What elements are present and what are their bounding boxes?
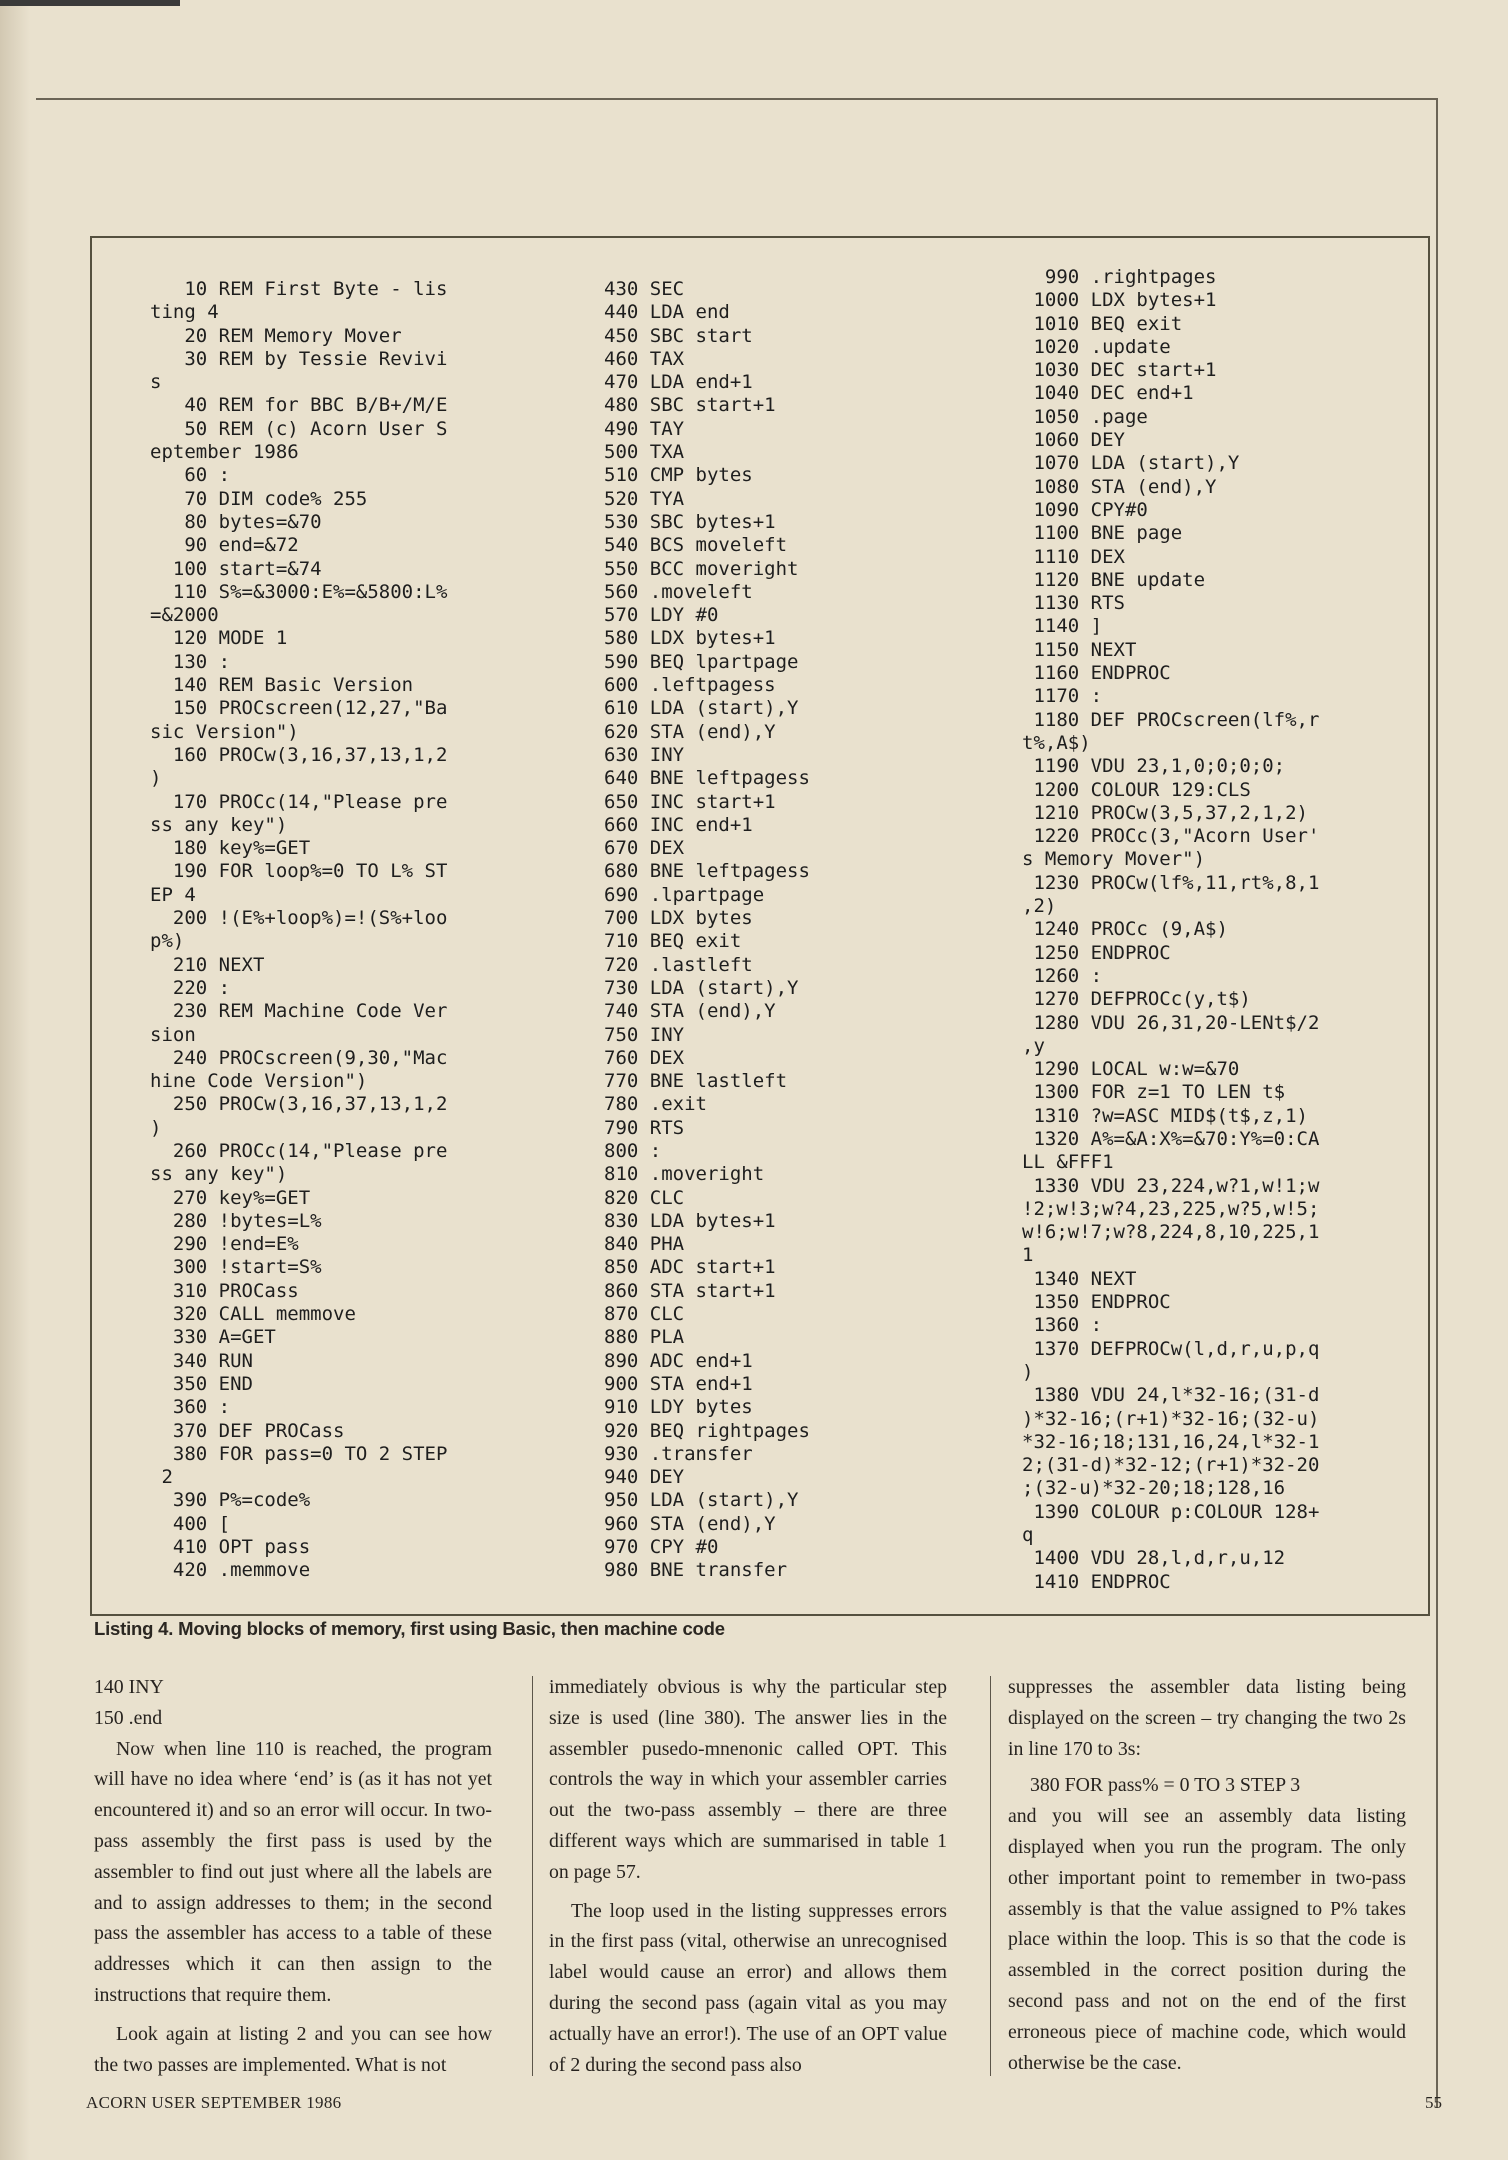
listing-line: 1180 DEF PROCscreen(lf%,r <box>1022 708 1320 731</box>
listing-line: 530 SBC bytes+1 <box>604 510 776 533</box>
listing-line: 140 REM Basic Version <box>150 674 414 697</box>
code-example-line: 380 FOR pass% = 0 TO 3 STEP 3 <box>1030 1774 1301 1797</box>
listing-line: 870 CLC <box>604 1303 685 1326</box>
listing-line: 80 bytes=&70 <box>150 510 322 533</box>
listing-line: sion <box>150 1023 196 1046</box>
listing-line: 40 REM for BBC B/B+/M/E <box>150 394 448 417</box>
listing-line: 110 S%=&3000:E%=&5800:L% <box>150 580 448 603</box>
listing-line: 90 end=&72 <box>150 534 299 557</box>
listing-line: 130 : <box>150 650 231 673</box>
listing-line: 950 LDA (start),Y <box>604 1489 799 1512</box>
page-gutter-shadow <box>0 0 30 2160</box>
listing-line: 1270 DEFPROCc(y,t$) <box>1022 988 1251 1011</box>
listing-line: 810 .moveright <box>604 1163 765 1186</box>
listing-line: EP 4 <box>150 883 196 906</box>
listing-line: 910 LDY bytes <box>604 1396 753 1419</box>
listing-line: 1030 DEC start+1 <box>1022 359 1217 382</box>
listing-line: 1110 DEX <box>1022 545 1125 568</box>
listing-line: 980 BNE transfer <box>604 1559 788 1582</box>
article-paragraph: and you will see an assembly data listing displayed when you run the program. The only other important point to remember in two-pass assembly is that the value assigned to P% takes place within the loop. This is so that the code is assembled in the correct position during the second pass and not on the end of the first erroneous piece of machine code, which would otherwise be the case. <box>1008 1805 1406 2074</box>
listing-line: 520 TYA <box>604 487 685 510</box>
column-divider <box>990 1676 991 2076</box>
listing-line: 380 FOR pass=0 TO 2 STEP <box>150 1442 448 1465</box>
listing-line: 990 .rightpages <box>1022 266 1217 288</box>
listing-line: 930 .transfer <box>604 1442 753 1465</box>
listing-line: 330 A=GET <box>150 1326 276 1349</box>
listing-line: 150 PROCscreen(12,27,"Ba <box>150 697 448 720</box>
listing-line: 410 OPT pass <box>150 1536 311 1559</box>
listing-line: ,y <box>1022 1034 1045 1057</box>
listing-line: 50 REM (c) Acorn User S <box>150 417 448 440</box>
header-rule <box>36 98 1436 100</box>
listing-line: ) <box>1022 1360 1034 1383</box>
listing-line: eptember 1986 <box>150 441 299 464</box>
listing-line: 850 ADC start+1 <box>604 1256 776 1279</box>
code-line-140: 140 INY <box>94 1676 164 1698</box>
listing-line: 1280 VDU 26,31,20-LENt$/2 <box>1022 1011 1320 1034</box>
listing-line: 610 LDA (start),Y <box>604 697 799 720</box>
listing-line: 390 P%=code% <box>150 1489 311 1512</box>
listing-line: 250 PROCw(3,16,37,13,1,2 <box>150 1093 448 1116</box>
listing-line: 560 .moveleft <box>604 580 753 603</box>
listing-line: *32-16;18;131,16,24,l*32-1 <box>1022 1430 1320 1453</box>
listing-line: 730 LDA (start),Y <box>604 976 799 999</box>
listing-line: 1130 RTS <box>1022 592 1125 615</box>
listing-line: 800 : <box>604 1139 662 1162</box>
listing-line: 440 LDA end <box>604 301 730 324</box>
listing-line: 1260 : <box>1022 964 1103 987</box>
listing-line: 720 .lastleft <box>604 953 753 976</box>
listing-line: 1220 PROCc(3,"Acorn User' <box>1022 825 1320 848</box>
listing-line: ,2) <box>1022 895 1057 918</box>
article-paragraph: suppresses the assembler data listing being displayed on the screen – try changing the two 2s in line 170 to 3s: <box>1008 1676 1406 1760</box>
article-column-2 <box>549 1672 947 2080</box>
listing-line: 70 DIM code% 255 <box>150 487 368 510</box>
listing-line: 320 CALL memmove <box>150 1303 356 1326</box>
listing-line: 1290 LOCAL w:w=&70 <box>1022 1058 1240 1081</box>
listing-line: s <box>150 371 162 394</box>
listing-line: 260 PROCc(14,"Please pre <box>150 1139 448 1162</box>
article-paragraph: Look again at listing 2 and you can see how the two passes are implemented. What is not <box>94 2022 492 2076</box>
listing-line: 1230 PROCw(lf%,11,rt%,8,1 <box>1022 871 1320 894</box>
listing-line: 1120 BNE update <box>1022 568 1206 591</box>
listing-line: 960 STA (end),Y <box>604 1512 776 1535</box>
listing-line: 1090 CPY#0 <box>1022 498 1148 521</box>
listing-line: !2;w!3;w?4,23,225,w?5,w!5; <box>1022 1197 1320 1220</box>
article-column-3 <box>1008 1672 1406 2078</box>
listing-line: 20 REM Memory Mover <box>150 324 402 347</box>
listing-line: 630 INY <box>604 743 685 766</box>
listing-column-3 <box>1022 266 1319 1594</box>
listing-line: 1200 COLOUR 129:CLS <box>1022 778 1251 801</box>
listing-line: 860 STA start+1 <box>604 1279 776 1302</box>
listing-line: 1370 DEFPROCw(l,d,r,u,p,q <box>1022 1337 1320 1360</box>
listing-line: 1040 DEC end+1 <box>1022 382 1194 405</box>
listing-line: q <box>1022 1524 1034 1547</box>
listing-line: 1240 PROCc (9,A$) <box>1022 918 1228 941</box>
listing-line: 640 BNE leftpagess <box>604 767 810 790</box>
listing-line: 1060 DEY <box>1022 429 1125 452</box>
listing-line: 240 PROCscreen(9,30,"Mac <box>150 1046 448 1069</box>
listing-line: 920 BEQ rightpages <box>604 1419 810 1442</box>
listing-line: 820 CLC <box>604 1186 685 1209</box>
side-rule <box>1436 98 1438 2108</box>
listing-line: 780 .exit <box>604 1093 707 1116</box>
listing-line: 180 key%=GET <box>150 837 311 860</box>
listing-line: hine Code Version") <box>150 1070 368 1093</box>
listing-line: 550 BCC moveright <box>604 557 799 580</box>
listing-line: 1320 A%=&A:X%=&70:Y%=0:CA <box>1022 1127 1320 1150</box>
listing-line: 1 <box>1022 1244 1034 1267</box>
listing-line: 1390 COLOUR p:COLOUR 128+ <box>1022 1500 1320 1523</box>
listing-line: 1360 : <box>1022 1314 1103 1337</box>
listing-line: 1020 .update <box>1022 335 1171 358</box>
listing-line: 840 PHA <box>604 1233 685 1256</box>
listing-line: s Memory Mover") <box>1022 848 1206 871</box>
listing-line: sic Version") <box>150 720 299 743</box>
listing-line: 1300 FOR z=1 TO LEN t$ <box>1022 1081 1286 1104</box>
listing-column-2 <box>604 278 810 1583</box>
listing-line: 1250 ENDPROC <box>1022 941 1171 964</box>
listing-line: 1190 VDU 23,1,0;0;0;0; <box>1022 755 1286 778</box>
listing-line: 770 BNE lastleft <box>604 1070 788 1093</box>
listing-line: 830 LDA bytes+1 <box>604 1209 776 1232</box>
listing-line: 750 INY <box>604 1023 685 1046</box>
listing-column-1 <box>150 278 447 1583</box>
listing-line: 1070 LDA (start),Y <box>1022 452 1240 475</box>
listing-line: 280 !bytes=L% <box>150 1209 322 1232</box>
listing-line: 420 .memmove <box>150 1559 311 1582</box>
listing-line: 400 [ <box>150 1512 231 1535</box>
listing-line: 710 BEQ exit <box>604 930 742 953</box>
listing-line: ss any key") <box>150 813 288 836</box>
listing-line: 1050 .page <box>1022 405 1148 428</box>
listing-line: ;(32-u)*32-20;18;128,16 <box>1022 1477 1286 1500</box>
listing-line: 1210 PROCw(3,5,37,2,1,2) <box>1022 801 1308 824</box>
listing-line: 2;(31-d)*32-12;(r+1)*32-20 <box>1022 1454 1320 1477</box>
listing-line: 480 SBC start+1 <box>604 394 776 417</box>
listing-line: 1150 NEXT <box>1022 638 1137 661</box>
listing-line: 200 !(E%+loop%)=!(S%+loo <box>150 907 448 930</box>
top-rule <box>0 0 180 6</box>
listing-line: 120 MODE 1 <box>150 627 288 650</box>
listing-line: 670 DEX <box>604 837 685 860</box>
listing-line: 310 PROCass <box>150 1279 299 1302</box>
listing-line: 650 INC start+1 <box>604 790 776 813</box>
listing-line: 580 LDX bytes+1 <box>604 627 776 650</box>
listing-line: )*32-16;(r+1)*32-16;(32-u) <box>1022 1407 1320 1430</box>
listing-line: 570 LDY #0 <box>604 604 719 627</box>
listing-line: 1160 ENDPROC <box>1022 662 1171 685</box>
listing-line: ting 4 <box>150 301 219 324</box>
listing-line: 600 .leftpagess <box>604 674 776 697</box>
listing-line: 370 DEF PROCass <box>150 1419 345 1442</box>
listing-line: 700 LDX bytes <box>604 907 753 930</box>
listing-line: 790 RTS <box>604 1116 685 1139</box>
listing-line: 1400 VDU 28,l,d,r,u,12 <box>1022 1547 1286 1570</box>
listing-line: =&2000 <box>150 604 219 627</box>
listing-line: 680 BNE leftpagess <box>604 860 810 883</box>
listing-line: 890 ADC end+1 <box>604 1349 753 1372</box>
listing-line: 470 LDA end+1 <box>604 371 753 394</box>
listing-line: 590 BEQ lpartpage <box>604 650 799 673</box>
listing-line: 190 FOR loop%=0 TO L% ST <box>150 860 448 883</box>
listing-line: 510 CMP bytes <box>604 464 753 487</box>
footer-publication: ACORN USER SEPTEMBER 1986 <box>86 2093 342 2112</box>
listing-line: 620 STA (end),Y <box>604 720 776 743</box>
listing-line: 900 STA end+1 <box>604 1372 753 1395</box>
listing-line: 1170 : <box>1022 685 1103 708</box>
listing-line: 450 SBC start <box>604 324 753 347</box>
article-column-1 <box>94 1672 492 2080</box>
listing-line: 970 CPY #0 <box>604 1536 719 1559</box>
listing-line: 940 DEY <box>604 1466 685 1489</box>
listing-line: 540 BCS moveleft <box>604 534 788 557</box>
article-paragraph: immediately obvious is why the particular step size is used (line 380). The answer lies in the assembler pusedo-mnenonic called OPT. This controls the way in which your assembler carries out the two-pass assembly – there are three different ways which are summarised in table 1 on page 57. <box>549 1676 947 1883</box>
listing-line: 290 !end=E% <box>150 1233 299 1256</box>
listing-line: p%) <box>150 930 185 953</box>
listing-line: 760 DEX <box>604 1046 685 1069</box>
listing-line: 1330 VDU 23,224,w?1,w!1;w <box>1022 1174 1320 1197</box>
listing-line: 170 PROCc(14,"Please pre <box>150 790 448 813</box>
listing-line: 1080 STA (end),Y <box>1022 475 1217 498</box>
listing-line: 270 key%=GET <box>150 1186 311 1209</box>
listing-line: 1340 NEXT <box>1022 1267 1137 1290</box>
listing-line: 490 TAY <box>604 417 685 440</box>
listing-line: 220 : <box>150 976 231 999</box>
listing-line: 30 REM by Tessie Revivi <box>150 347 448 370</box>
listing-line: 60 : <box>150 464 231 487</box>
article-paragraph: The loop used in the listing suppresses errors in the first pass (vital, otherwise an unrecognised label would cause an error) and allows them during the second pass (again vital as you may actually have an error!). The use of an OPT value of 2 during the second pass also <box>549 1899 947 2076</box>
listing-line: 160 PROCw(3,16,37,13,1,2 <box>150 743 448 766</box>
code-line-150: 150 .end <box>94 1706 163 1729</box>
listing-line: 2 <box>150 1466 173 1489</box>
listing-line: t%,A$) <box>1022 731 1091 754</box>
listing-line: 300 !start=S% <box>150 1256 322 1279</box>
listing-line: 1350 ENDPROC <box>1022 1291 1171 1314</box>
listing-line: w!6;w!7;w?8,224,8,10,225,1 <box>1022 1221 1320 1244</box>
listing-line: 740 STA (end),Y <box>604 1000 776 1023</box>
listing-line: 1000 LDX bytes+1 <box>1022 289 1217 312</box>
page-number: 55 <box>1425 2093 1442 2112</box>
listing-line: 660 INC end+1 <box>604 813 753 836</box>
listing-line: 340 RUN <box>150 1349 253 1372</box>
listing-line: 210 NEXT <box>150 953 265 976</box>
listing-line: 100 start=&74 <box>150 557 322 580</box>
listing-line: 1010 BEQ exit <box>1022 312 1183 335</box>
listing-line: 360 : <box>150 1396 231 1419</box>
listing-line: ) <box>150 767 162 790</box>
listing-line: 10 REM First Byte - lis <box>150 278 448 300</box>
listing-line: ) <box>150 1116 162 1139</box>
listing-line: 1100 BNE page <box>1022 522 1183 545</box>
listing-line: 1410 ENDPROC <box>1022 1570 1171 1593</box>
column-divider <box>532 1676 533 2076</box>
listing-line: 1310 ?w=ASC MID$(t$,z,1) <box>1022 1104 1308 1127</box>
listing-line: 1380 VDU 24,l*32-16;(31-d <box>1022 1384 1320 1407</box>
listing-line: 500 TXA <box>604 441 685 464</box>
listing-caption: Listing 4. Moving blocks of memory, first using Basic, then machine code <box>94 1618 725 1639</box>
listing-line: 460 TAX <box>604 347 685 370</box>
listing-line: LL &FFF1 <box>1022 1151 1114 1174</box>
listing-line: 690 .lpartpage <box>604 883 765 906</box>
listing-line: 1140 ] <box>1022 615 1103 638</box>
listing-line: 230 REM Machine Code Ver <box>150 1000 448 1023</box>
listing-line: 880 PLA <box>604 1326 685 1349</box>
listing-line: 430 SEC <box>604 278 685 300</box>
article-paragraph: Now when line 110 is reached, the program will have no idea where ‘end’ is (as it has not yet encountered it) and so an error will occur. In two-pass assembly the first pass is used by the assembler to find out just where all the labels are and to assign addresses to them; in the second pass the assembler has access to a table of these addresses which it can then assign to the instructions that require them. <box>94 1737 492 2006</box>
listing-line: 350 END <box>150 1372 253 1395</box>
listing-line: ss any key") <box>150 1163 288 1186</box>
